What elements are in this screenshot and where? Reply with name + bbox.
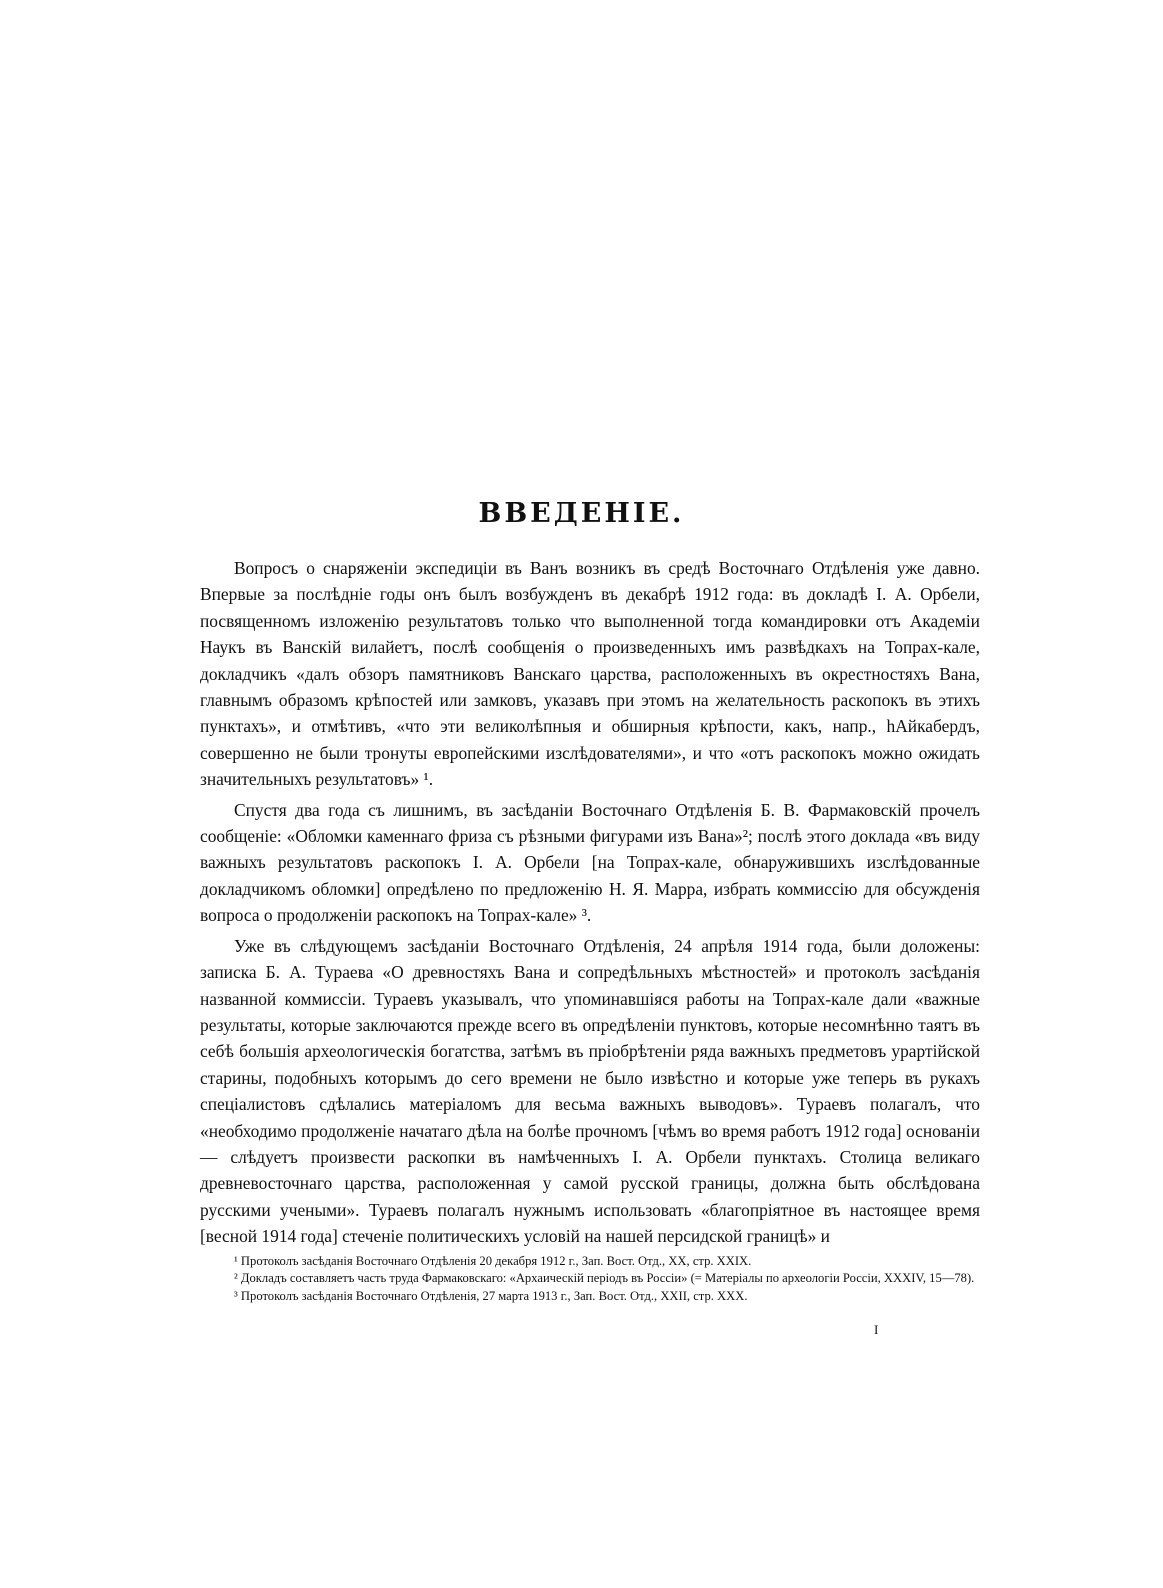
page-number: I bbox=[874, 1322, 879, 1337]
footnote-2: ² Докладъ составляетъ часть труда Фармаковскаго: «Архаическій періодъ въ Россіи» (= Матеріалы по археологіи Россіи, XXXIV, 15—78). bbox=[234, 1271, 975, 1286]
paragraph-1: Вопросъ о снаряженіи экспедиціи въ Ванъ возникъ въ средѣ Восточнаго Отдѣленія уже давно. Впервые за послѣдніе годы онъ былъ возбужденъ въ декабрѣ 1912 года: въ докладѣ І. А. Орбели, посвященномъ изложенію результатовъ только что выполненной тогда командировки отъ Академіи Наукъ въ Ванскій вилайетъ, послѣ сообщенія о произведенныхъ имъ развѣдкахъ на Топрах-кале, докладчикъ «далъ обзоръ памятниковъ Ванскаго царства, расположенныхъ въ окрестностяхъ Вана, главнымъ образомъ крѣпостей или замковъ, указавъ при этомъ на желательность раскопокъ въ этихъ пунктахъ», и отмѣтивъ, «что эти великолѣпныя и обширныя крѣпости, какъ, напр., hАйкабердъ, совершенно не были тронуты европейскими изслѣдователями», и что «отъ раскопокъ можно ожидать значительныхъ результатовъ» ¹. bbox=[200, 558, 980, 790]
paragraph-2: Спустя два года съ лишнимъ, въ засѣданіи Восточнаго Отдѣленія Б. В. Фармаковскій прочелъ сообщеніе: «Обломки каменнаго фриза съ рѣзными фигурами изъ Вана»²; послѣ этого доклада «въ виду важныхъ результатовъ раскопокъ І. А. Орбели [на Топрах-кале, обнаружившихъ изслѣдованные докладчикомъ обломки] опредѣлено по предложенію Н. Я. Марра, избрать коммиссію для обсужденія вопроса о продолженіи раскопокъ на Топрах-кале» ³. bbox=[200, 799, 980, 926]
footnotes bbox=[200, 1253, 980, 1305]
paragraph-3: Уже въ слѣдующемъ засѣданіи Восточнаго Отдѣленія, 24 апрѣля 1914 года, были доложены: записка Б. А. Тураева «О древностяхъ Вана и сопредѣльныхъ мѣстностей» и протоколъ засѣданія названной коммиссіи. Тураевъ указывалъ, что упоминавшіяся работы на Топрах-кале дали «важные результаты, которые заключаются прежде всего въ опредѣленіи пунктовъ, которые несомнѣнно таятъ въ себѣ большія археологическія богатства, затѣмъ въ пріобрѣтеніи ряда важныхъ предметовъ урартійской старины, подобныхъ которымъ до сего времени не было извѣстно и которые уже теперь въ рукахъ спеціалистовъ сдѣлались матеріаломъ для весьма важныхъ выводовъ». Тураевъ полагалъ, что «необходимо продолженіе начатаго дѣла на болѣе прочномъ [чѣмъ во время работъ 1912 года] основаніи — слѣдуетъ произвести раскопки въ намѣченныхъ І. А. Орбели пунктахъ. Столица великаго древневосточнаго царства, расположенная у самой русской границы, должна быть обслѣдована русскими учеными». Тураевъ полагалъ нужнымъ использовать «благопріятное въ настоящее время [весной 1914 года] стеченіе политическихъ условій на нашей персидской границѣ» и bbox=[200, 935, 980, 1247]
main-text bbox=[200, 555, 980, 1254]
footnote-1: ¹ Протоколъ засѣданія Восточнаго Отдѣленія 20 декабря 1912 г., Зап. Вост. Отд., XX, стр. XXIX. bbox=[234, 1254, 752, 1268]
page-title: ВВЕДЕНІЕ. bbox=[478, 498, 685, 529]
footnote-3: ³ Протоколъ засѣданія Восточнаго Отдѣленія, 27 марта 1913 г., Зап. Вост. Отд., XXII, стр. XXX. bbox=[234, 1288, 748, 1303]
